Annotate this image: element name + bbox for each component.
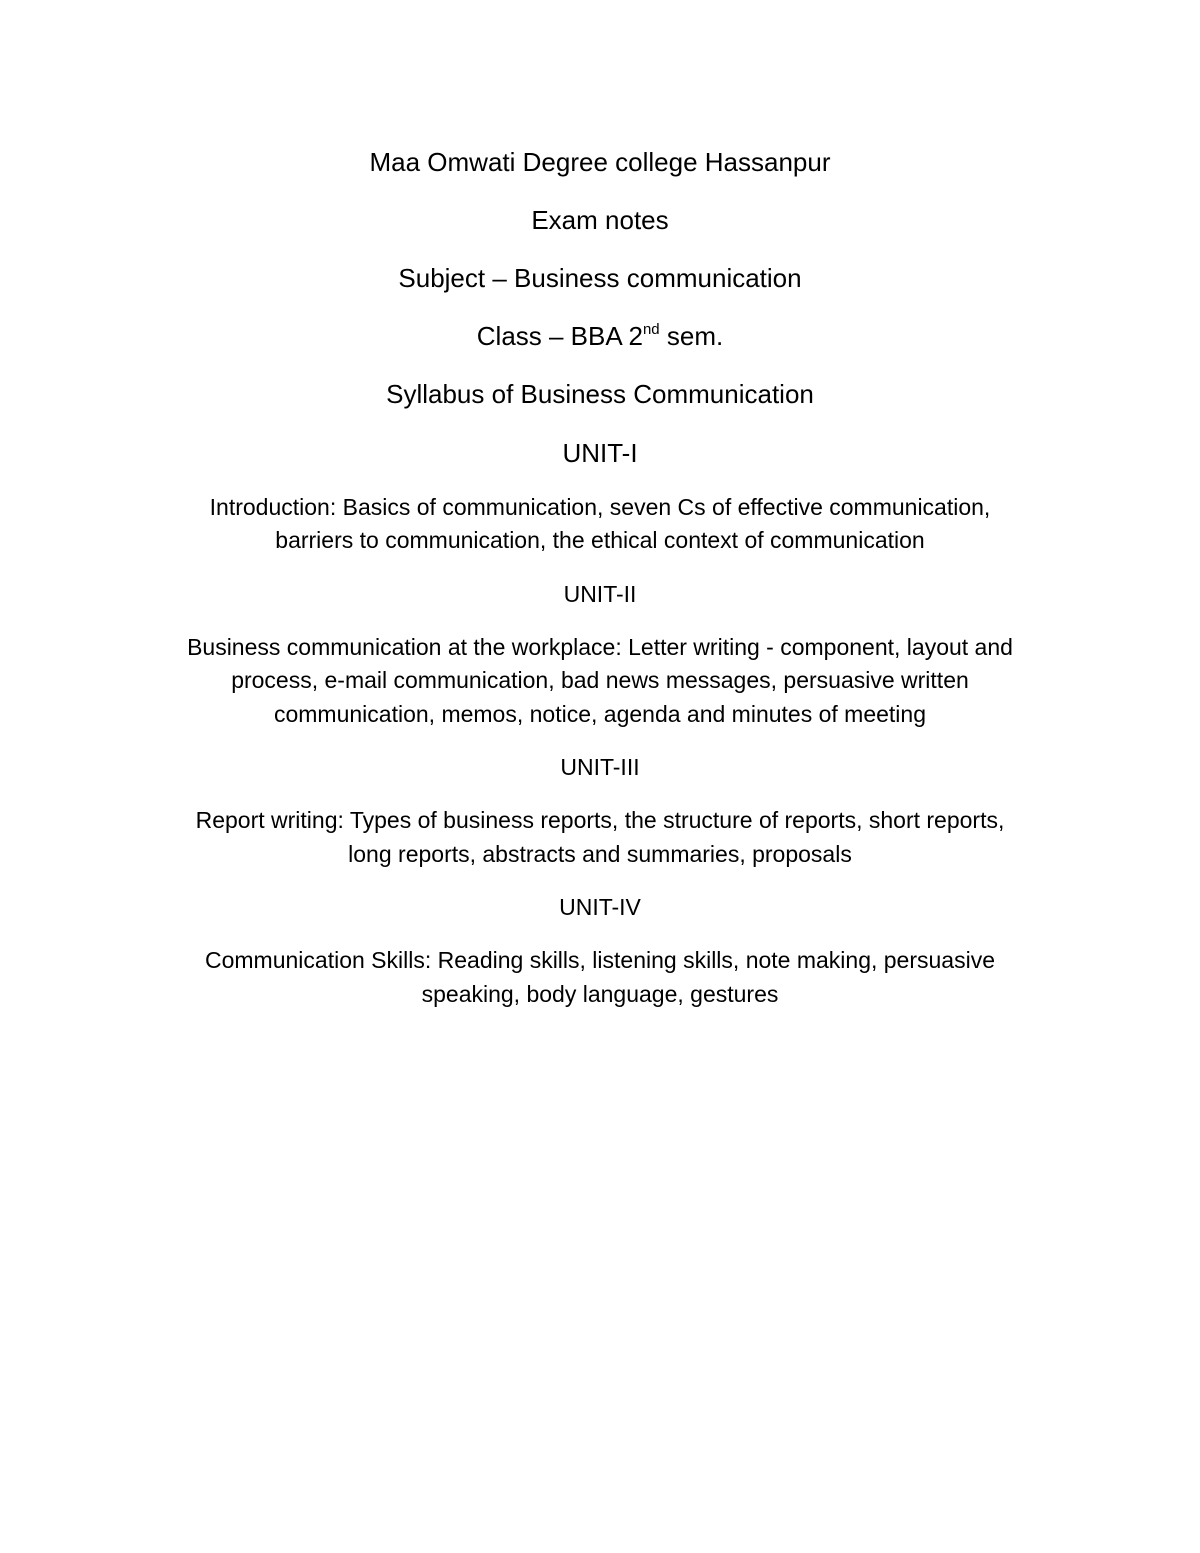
unit-description-line: communication, memos, notice, agenda and minutes of meeting	[273, 701, 927, 727]
subject-line: Subject – Business communication	[398, 263, 802, 293]
unit-title: UNIT-II	[563, 581, 637, 607]
unit-description-line: process, e-mail communication, bad news messages, persuasive written	[231, 667, 969, 693]
syllabus-title: Syllabus of Business Communication	[386, 379, 814, 409]
unit-description-line: Business communication at the workplace: Letter writing - component, layout and	[187, 634, 1013, 660]
unit-description-line: barriers to communication, the ethical context of communication	[275, 527, 925, 553]
unit-description-line: speaking, body language, gestures	[421, 981, 779, 1007]
class-suffix: sem.	[659, 321, 724, 351]
class-superscript: nd	[642, 321, 660, 338]
unit-description-line: Introduction: Basics of communication, seven Cs of effective communication,	[209, 494, 991, 520]
class-prefix: Class – BBA 2	[476, 321, 643, 351]
unit-description-line: Communication Skills: Reading skills, listening skills, note making, persuasive	[205, 947, 995, 973]
unit-title: UNIT-IV	[559, 894, 641, 920]
unit-title: UNIT-I	[562, 438, 638, 468]
class-line	[0, 321, 1200, 351]
document-type: Exam notes	[531, 205, 669, 235]
unit-description-line: long reports, abstracts and summaries, proposals	[348, 841, 852, 867]
unit-title: UNIT-III	[560, 754, 640, 780]
college-name: Maa Omwati Degree college Hassanpur	[369, 147, 831, 177]
unit-description-line: Report writing: Types of business reports, the structure of reports, short reports,	[195, 807, 1005, 833]
